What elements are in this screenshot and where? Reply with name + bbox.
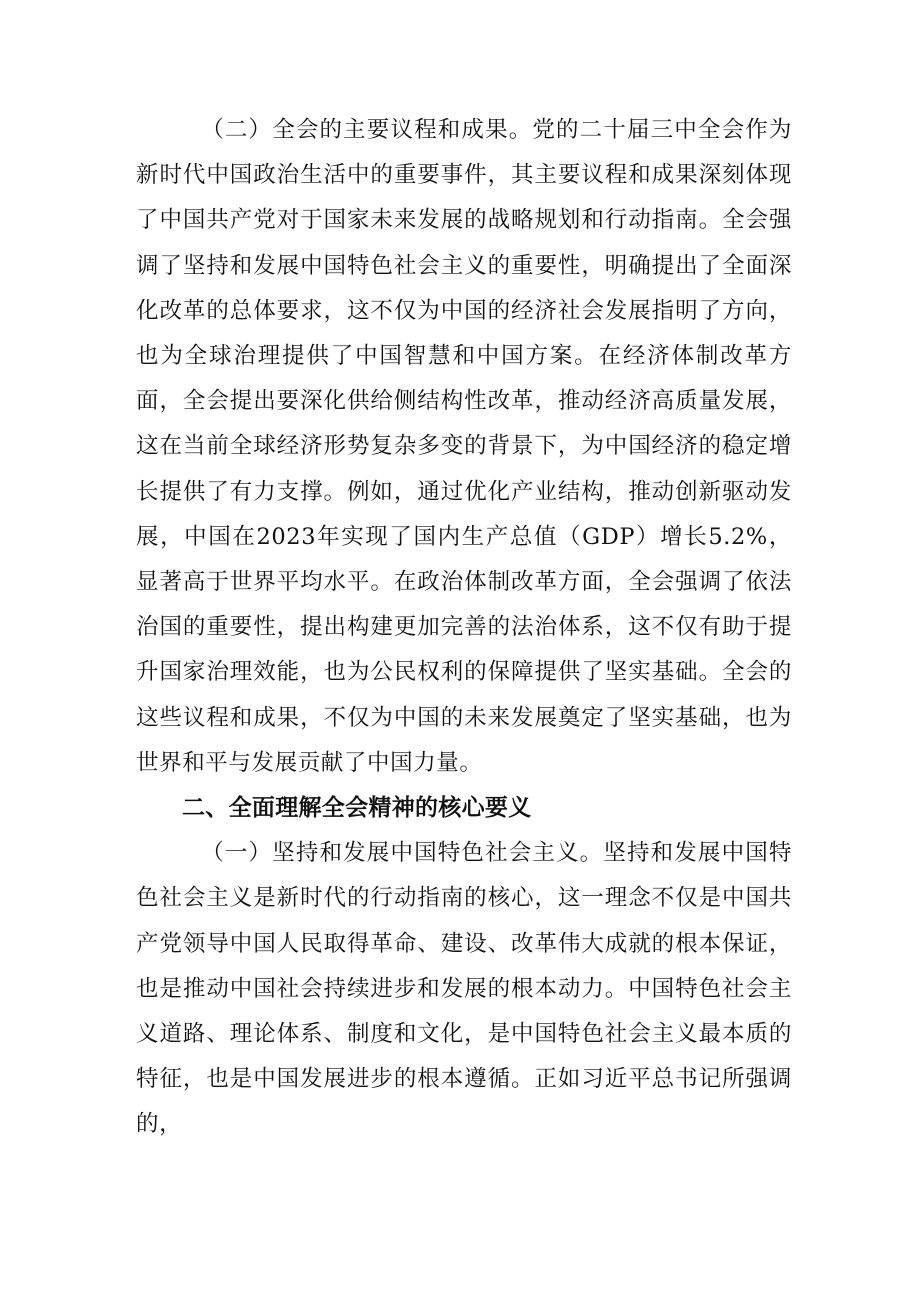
paragraph-agenda-and-outcomes: （二）全会的主要议程和成果。党的二十届三中全会作为新时代中国政治生活中的重要事件，其主要议程和成果深刻体现了中国共产党对于国家未来发展的战略规划和行动指南。全会强调了坚持和发展中国特色社会主义的重要性，明确提出了全面深化改革的总体要求，这不仅为中国的经济社会发展指明了方向，也为全球治理提供了中国智慧和中国方案。在经济体制改革方面，全会提出要深化供给侧结构性改革，推动经济高质量发展，这在当前全球经济形势复杂多变的背景下，为中国经济的稳定增长提供了有力支撑。例如，通过优化产业结构，推动创新驱动发展，中国在2023年实现了国内生产总值（GDP）增长5.2%，显著高于世界平均水平。在政治体制改革方面，全会强调了依法治国的重要性，提出构建更加完善的法治体系，这不仅有助于提升国家治理效能，也为公民权利的保障提供了坚实基础。全会的这些议程和成果，不仅为中国的未来发展奠定了坚实基础，也为世界和平与发展贡献了中国力量。 xyxy=(136,117,792,776)
document-page xyxy=(136,108,792,1148)
paragraph-socialism-with-chinese-characteristics: （一）坚持和发展中国特色社会主义。坚持和发展中国特色社会主义是新时代的行动指南的核心，这一理念不仅是中国共产党领导中国人民取得革命、建设、改革伟大成就的根本保证，也是推动中国社会持续进步和发展的根本动力。中国特色社会主义道路、理论体系、制度和文化，是中国特色社会主义最本质的特征，也是中国发展进步的根本遵循。正如习近平总书记所强调的， xyxy=(136,840,792,1138)
section-heading: 二、全面理解全会精神的核心要义 xyxy=(182,795,532,822)
